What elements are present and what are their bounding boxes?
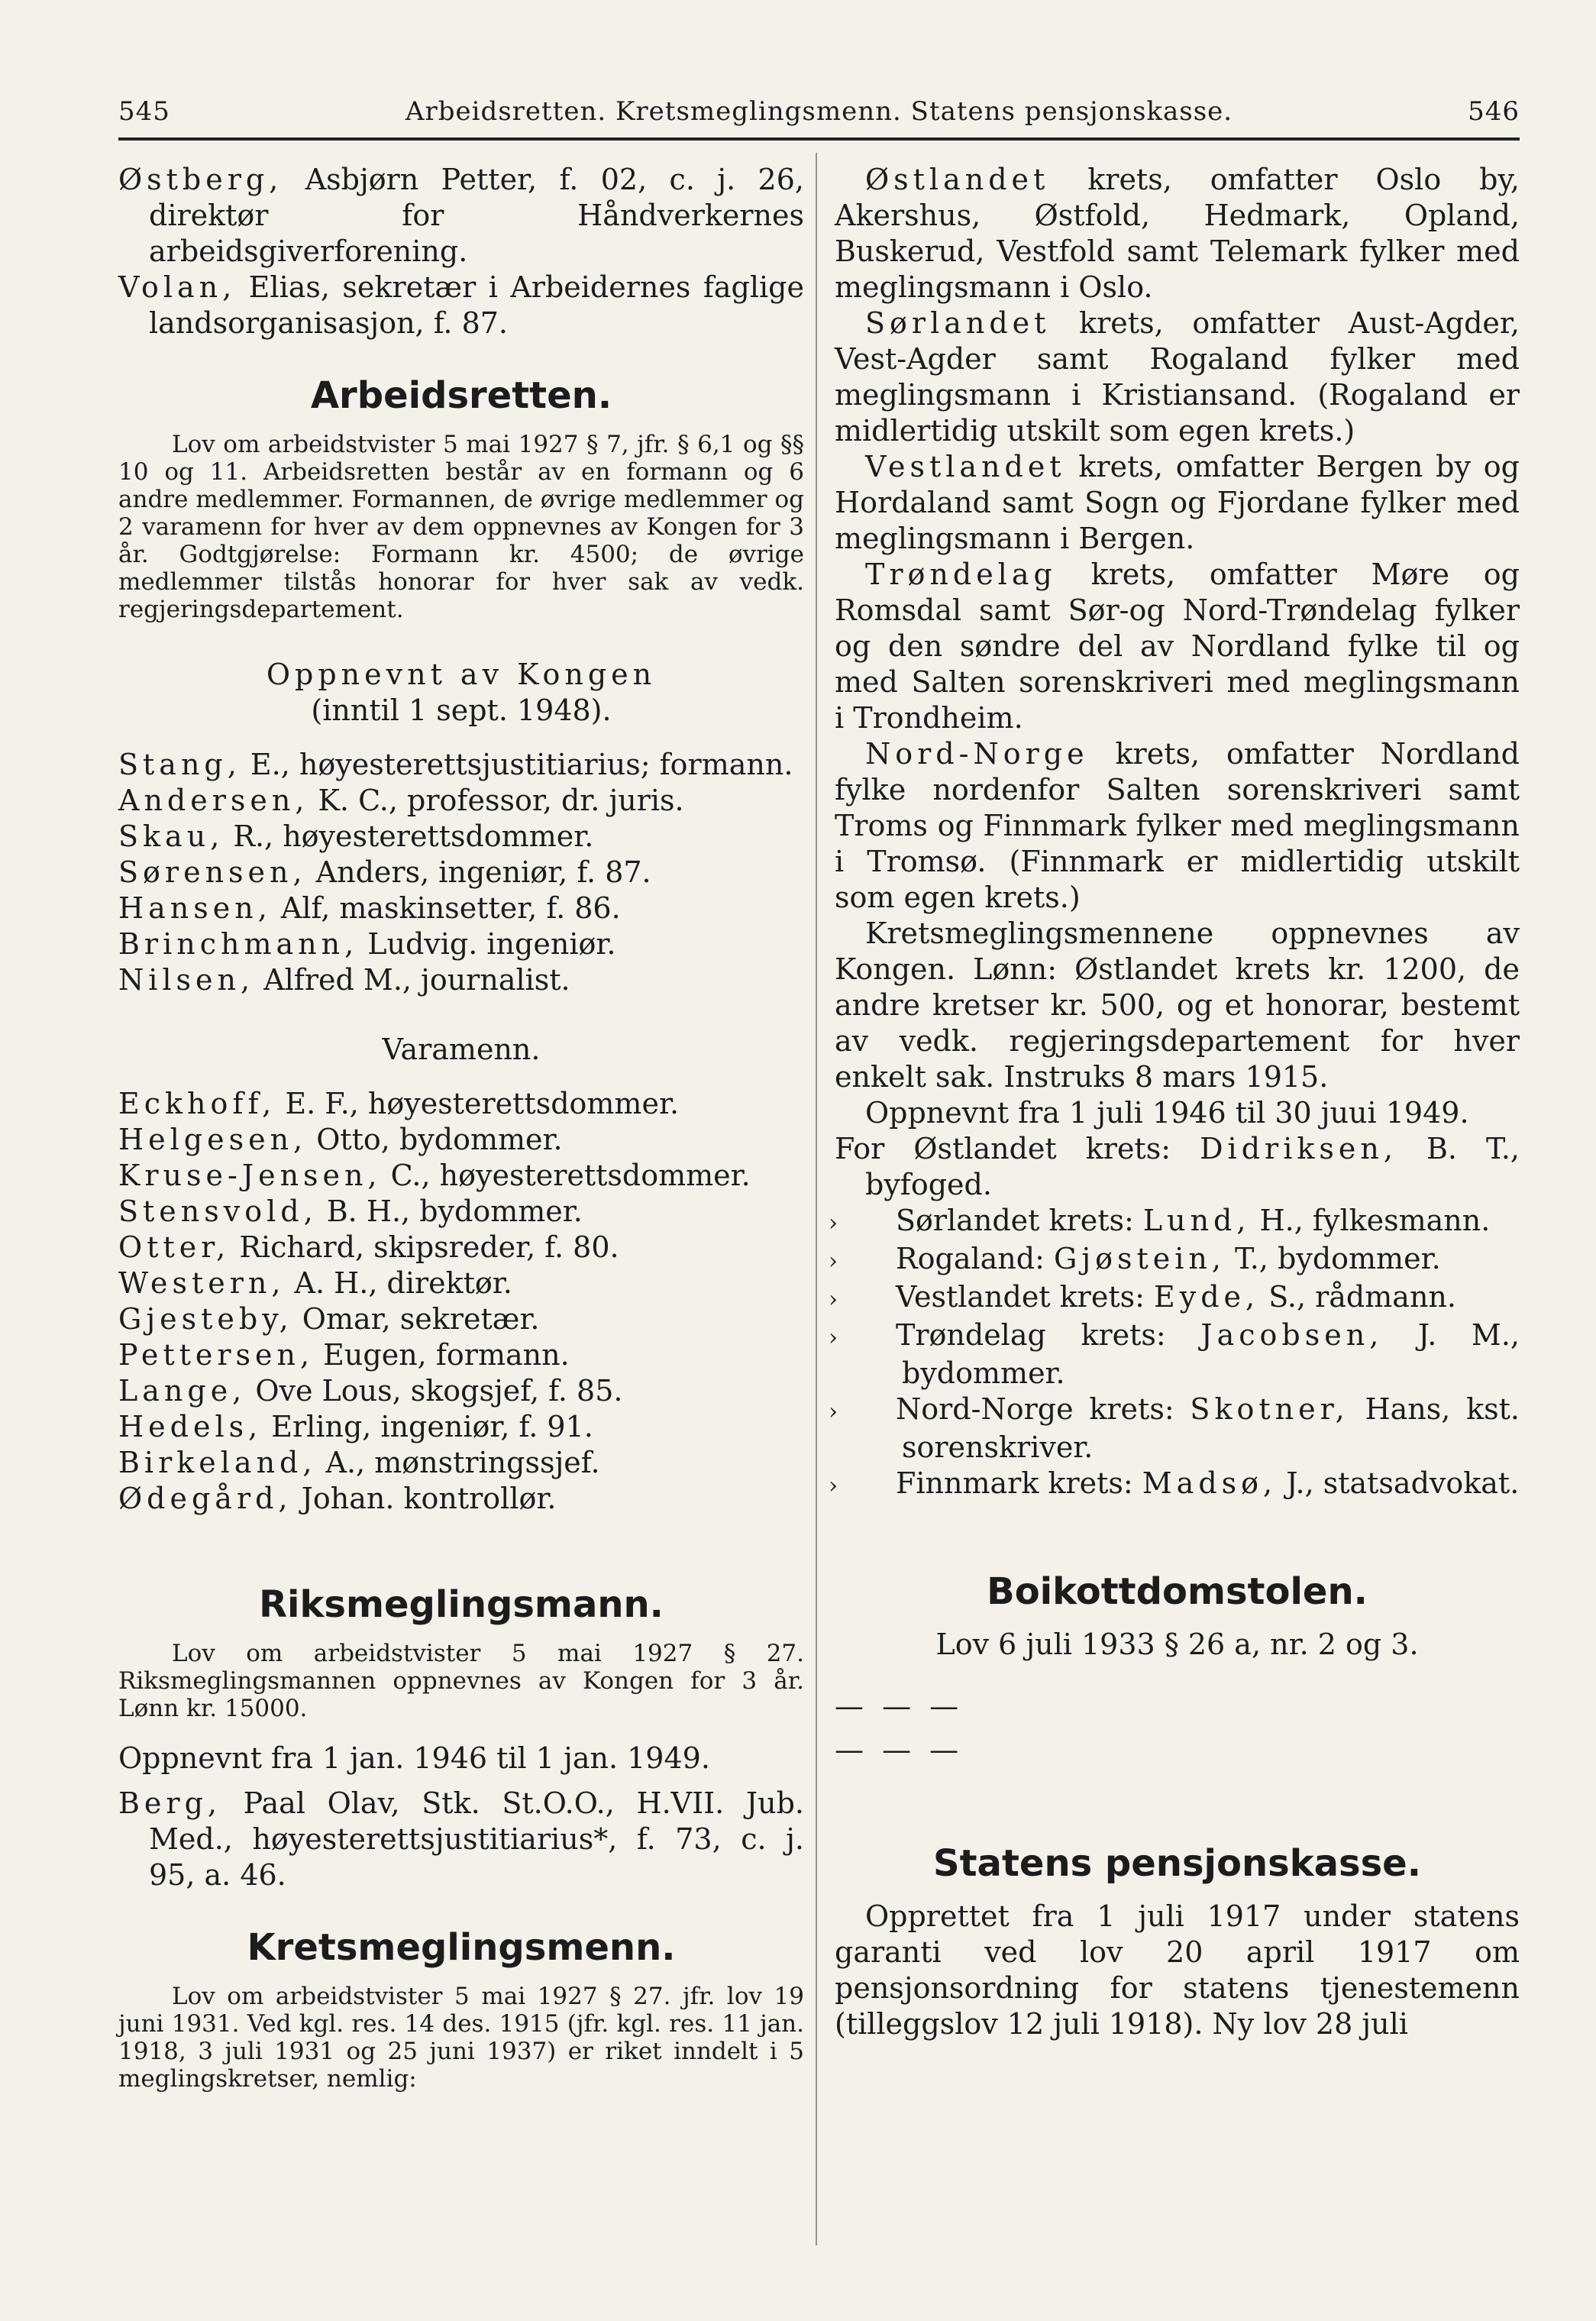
section-heading-statens-pensjonskasse: Statens pensjonskasse. [933, 1842, 1421, 1885]
member-entry: Skau, R., høyesterettsdommer. [118, 819, 594, 853]
assignment-entry: › Sørlandet krets: Lund, H., fylkesmann. [835, 1203, 1520, 1241]
entry: Volan, Elias, sekretær i Arbeidernes faglige landsorganisasjon, f. 87. [118, 270, 804, 340]
member-entry: Stang, E., høyesterettsjustitiarius; formann. [118, 748, 793, 781]
krets-entry: Østlandet krets, omfatter Oslo by, Akershus, Østfold, Hedmark, Opland, Buskerud, Vestfold samt Telemark fylker med meglingsmann i Oslo. [835, 163, 1520, 304]
header-rule [118, 137, 1520, 141]
varamann-entry: Pettersen, Eugen, formann. [118, 1338, 570, 1372]
chevron-right-icon: › [829, 1248, 838, 1275]
law-text: Lov om arbeidstvister 5 mai 1927 § 27. jfr. lov 19 juni 1931. Ved kgl. res. 14 des. 1915 (jfr. kgl. res. 11 jan. 1918, 3 juli 1931 og 25 juni 1937) er riket inndelt i 5 meglingskretser, nemlig: [118, 1983, 804, 2093]
appointed-heading: Oppnevnt av Kongen [266, 658, 657, 691]
krets-entry: Nord-Norge krets, omfatter Nordland fylke nordenfor Salten sorenskriveri samt Troms og Finnmark fylker med meglingsmann i Tromsø. (Finnmark er midlertidig utskilt som egen krets.) [835, 737, 1520, 914]
varamenn-heading: Varamenn. [382, 1033, 541, 1066]
entry: Østberg, Asbjørn Petter, f. 02, c. j. 26, direktør for Håndverkernes arbeidsgiverforening. [118, 163, 804, 268]
varamann-entry: Birkeland, A., mønstringssjef. [118, 1446, 600, 1479]
dash-separator: — — — [835, 1689, 964, 1723]
appointed-subheading: (inntil 1 sept. 1948). [311, 693, 612, 727]
assignment-entry: For Østlandet krets: Didriksen, B. T., byfoged. [835, 1132, 1520, 1201]
chevron-right-icon: › [829, 1210, 838, 1236]
law-text: Lov om arbeidstvister 5 mai 1927 § 27. Riksmeglingsmannen oppnevnes av Kongen for 3 år. Lønn kr. 15000. [118, 1640, 804, 1722]
varamann-entry: Western, A. H., direktør. [118, 1266, 512, 1300]
person-entry: Berg, Paal Olav, Stk. St.O.O., H.VII. Jub. Med., høyesterettsjustitiarius*, f. 73, c. j. 95, a. 46. [118, 1786, 804, 1892]
varamann-entry: Kruse-Jensen, C., høyesterettsdommer. [118, 1159, 751, 1192]
law-text: Lov om arbeidstvister 5 mai 1927 § 7, jfr. § 6,1 og §§ 10 og 11. Arbeidsretten består av en formann og 6 andre medlemmer. Formannen, de øvrige medlemmer og 2 varamenn for hver av dem oppnevnes av Kongen for 3 år. Godtgjørelse: Formann kr. 4500; de øvrige medlemmer tilstås honorar for hver sak av vedk. regjeringsdepartement. [118, 431, 804, 623]
column-divider [816, 153, 817, 2245]
varamann-entry: Eckhoff, E. F., høyesterettsdommer. [118, 1087, 680, 1120]
krets-entry: Sørlandet krets, omfatter Aust-Agder, Vest-Agder samt Rogaland fylker med meglingsmann i Kristiansand. (Rogaland er midlertidig utskilt som egen krets.) [835, 306, 1520, 448]
krets-entry: Vestlandet krets, omfatter Bergen by og Hordaland samt Sogn og Fjordane fylker med meglingsmann i Bergen. [835, 450, 1520, 555]
member-entry: Sørensen, Anders, ingeniør, f. 87. [118, 855, 651, 889]
right-column [829, 162, 1520, 2042]
appointment-text: Kretsmeglingsmennene oppnevnes av Kongen. Lønn: Østlandet krets kr. 1200, de andre kretser kr. 500, og et honorar, bestemt av vedk. regjeringsdepartement for hver enkelt sak. Instruks 8 mars 1915. [835, 916, 1520, 1094]
section-heading-riksmeglingsmann: Riksmeglingsmann. [259, 1583, 664, 1626]
section-heading-boikottdomstolen: Boikottdomstolen. [987, 1570, 1368, 1613]
varamann-entry: Gjesteby, Omar, sekretær. [118, 1302, 540, 1336]
varamann-entry: Lange, Ove Lous, skogsjef, f. 85. [118, 1374, 623, 1408]
section-heading-kretsmeglingsmenn: Kretsmeglingsmenn. [247, 1926, 676, 1969]
page-number-right: 546 [1468, 96, 1520, 127]
law-text: Lov 6 juli 1933 § 26 a, nr. 2 og 3. [935, 1628, 1419, 1661]
section-heading-arbeidsretten: Arbeidsretten. [310, 374, 612, 417]
pensjonskasse-text: Opprettet fra 1 juli 1917 under statens garanti ved lov 20 april 1917 om pensjonsordning for statens tjenestemenn (tilleggslov 12 juli 1918). Ny lov 28 juli [835, 1899, 1520, 2041]
assignment-entry: › Vestlandet krets: Eyde, S., rådmann. [835, 1279, 1520, 1317]
varamann-entry: Hedels, Erling, ingeniør, f. 91. [118, 1410, 593, 1443]
chevron-right-icon: › [829, 1472, 838, 1499]
member-entry: Hansen, Alf, maskinsetter, f. 86. [118, 891, 621, 925]
member-entry: Andersen, K. C., professor, dr. juris. [118, 784, 684, 817]
assignment-entry: › Rogaland: Gjøstein, T., bydommer. [835, 1241, 1520, 1279]
appointed-period: Oppnevnt fra 1 juli 1946 til 30 juui 1949. [865, 1096, 1469, 1130]
varamann-entry: Ødegård, Johan. kontrollør. [118, 1482, 557, 1515]
member-entry: Brinchmann, Ludvig. ingeniør. [118, 927, 616, 961]
chevron-right-icon: › [829, 1324, 838, 1351]
page-header [118, 90, 1520, 133]
appointed-period: Oppnevnt fra 1 jan. 1946 til 1 jan. 1949. [118, 1741, 710, 1775]
assignment-entry: › Finnmark krets: Madsø, J., statsadvokat. [835, 1466, 1520, 1504]
varamann-entry: Otter, Richard, skipsreder, f. 80. [118, 1230, 619, 1264]
varamann-entry: Helgesen, Otto, bydommer. [118, 1123, 563, 1156]
page-number-left: 545 [118, 96, 170, 127]
dash-separator: — — — [835, 1733, 964, 1767]
krets-entry: Trøndelag krets, omfatter Møre og Romsdal samt Sør-og Nord-Trøndelag fylker og den søndre del av Nordland fylke til og med Salten sorenskriveri med meglingsmann i Trondheim. [835, 558, 1520, 735]
varamann-entry: Stensvold, B. H., bydommer. [118, 1194, 583, 1228]
assignment-entry: › Nord-Norge krets: Skotner, Hans, kst. sorenskriver. [829, 1392, 1520, 1464]
chevron-right-icon: › [829, 1286, 838, 1313]
assignment-entry: › Trøndelag krets: Jacobsen, J. M., bydommer. [829, 1318, 1520, 1390]
left-column [118, 162, 804, 2093]
member-entry: Nilsen, Alfred M., journalist. [118, 963, 570, 997]
chevron-right-icon: › [829, 1398, 838, 1425]
running-title: Arbeidsretten. Kretsmeglingsmenn. Statens pensjonskasse. [405, 96, 1233, 127]
